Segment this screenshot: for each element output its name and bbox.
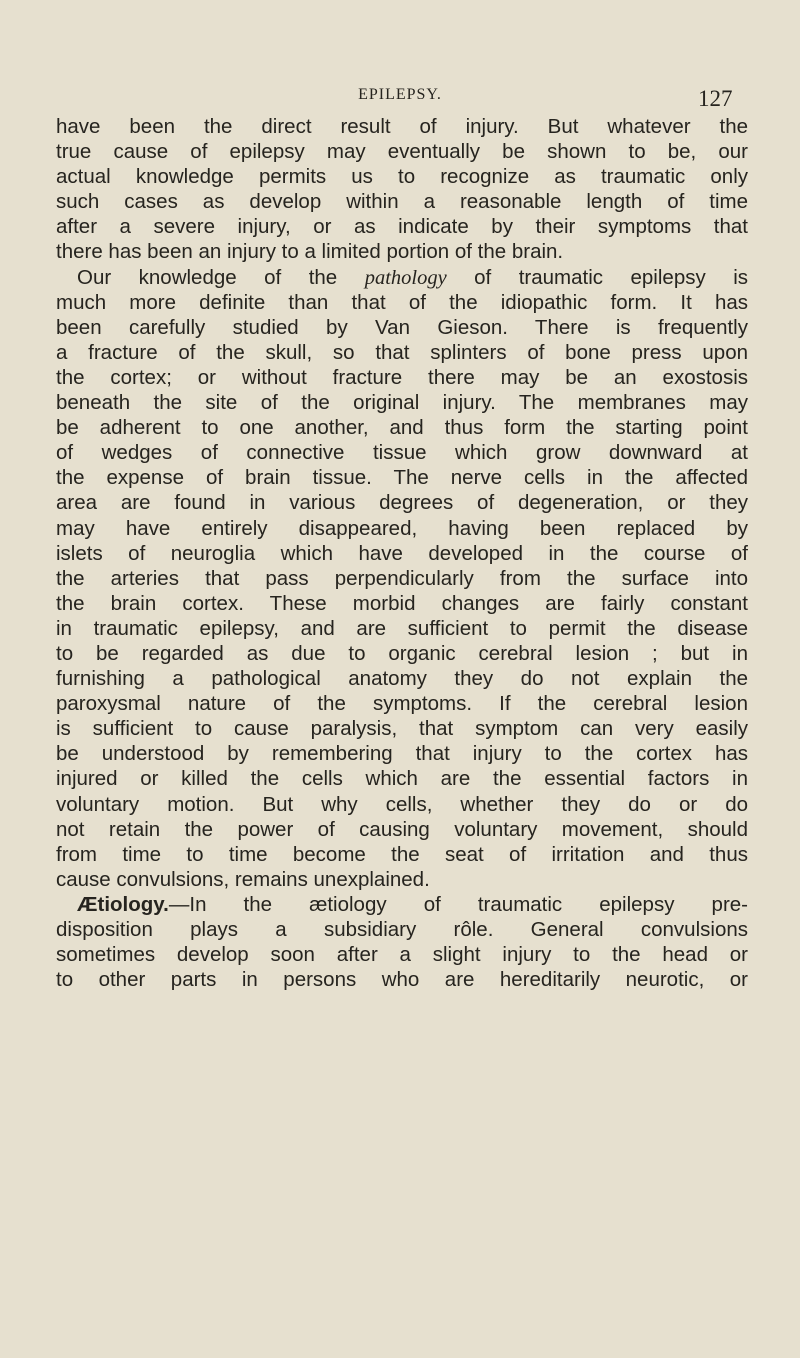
- body-text: [56, 114, 748, 992]
- paragraph-first-line: [56, 892, 748, 917]
- text-run: Our knowledge of the: [77, 265, 365, 289]
- paragraph-first-line: [56, 265, 748, 290]
- italic-term: pathology: [364, 266, 447, 289]
- text-line: the cortex; or without fracture there may be an exostosis: [56, 365, 748, 389]
- text-line: furnishing a pathological anatomy they do not explain the: [56, 667, 748, 691]
- text-line: to other parts in persons who are hereditarily neurotic, or: [56, 968, 748, 992]
- text-line: the brain cortex. These morbid changes are fairly constant: [56, 591, 748, 615]
- text-line: the arteries that pass perpendicularly from the surface into: [56, 566, 748, 590]
- text-line: from time to time become the seat of irritation and thus: [56, 842, 748, 866]
- text-line: there has been an injury to a limited portion of the brain.: [56, 240, 564, 264]
- page-number: 127: [698, 86, 733, 111]
- text-line: paroxysmal nature of the symptoms. If the cerebral lesion: [56, 692, 748, 716]
- text-line: injured or killed the cells which are the essential factors in: [56, 767, 748, 791]
- text-line: true cause of epilepsy may eventually be shown to be, our: [56, 140, 748, 164]
- text-line: been carefully studied by Van Gieson. There is frequently: [56, 315, 748, 339]
- text-line: have been the direct result of injury. But whatever the: [56, 115, 748, 138]
- text-line: actual knowledge permits us to recognize as traumatic only: [56, 165, 748, 189]
- text-line: is sufficient to cause paralysis, that symptom can very easily: [56, 717, 748, 741]
- text-line: cause convulsions, remains unexplained.: [56, 867, 430, 891]
- text-line: the expense of brain tissue. The nerve cells in the affected: [56, 466, 748, 490]
- text-line: be adherent to one another, and thus form the starting point: [56, 416, 748, 440]
- section-heading: Ætiology.: [77, 892, 169, 916]
- text-line: sometimes develop soon after a slight injury to the head or: [56, 943, 748, 967]
- text-line: not retain the power of causing voluntary movement, should: [56, 817, 748, 841]
- text-line: voluntary motion. But why cells, whether they do or do: [56, 792, 748, 816]
- text-line: of wedges of connective tissue which grow downward at: [56, 441, 748, 465]
- text-line: much more definite than that of the idiopathic form. It has: [56, 290, 748, 314]
- text-line: disposition plays a subsidiary rôle. General convulsions: [56, 918, 748, 941]
- text-line: may have entirely disappeared, having been replaced by: [56, 516, 748, 540]
- text-line: islets of neuroglia which have developed in the course of: [56, 541, 748, 565]
- text-line: be understood by remembering that injury to the cortex has: [56, 742, 748, 766]
- text-line: beneath the site of the original injury. The membranes may: [56, 391, 748, 415]
- text-run: —In the ætiology of traumatic epilepsy pre-: [168, 892, 748, 916]
- text-line: in traumatic epilepsy, and are sufficient to permit the disease: [56, 616, 748, 640]
- text-line: to be regarded as due to organic cerebral lesion ; but in: [56, 641, 748, 665]
- text-line: after a severe injury, or as indicate by their symptoms that: [56, 215, 748, 239]
- text-line: a fracture of the skull, so that splinters of bone press upon: [56, 340, 748, 364]
- text-line: area are found in various degrees of degeneration, or they: [56, 491, 748, 515]
- text-line: such cases as develop within a reasonable length of time: [56, 190, 748, 214]
- text-run: of traumatic epilepsy is: [446, 265, 748, 289]
- running-head: EPILEPSY.: [358, 86, 442, 103]
